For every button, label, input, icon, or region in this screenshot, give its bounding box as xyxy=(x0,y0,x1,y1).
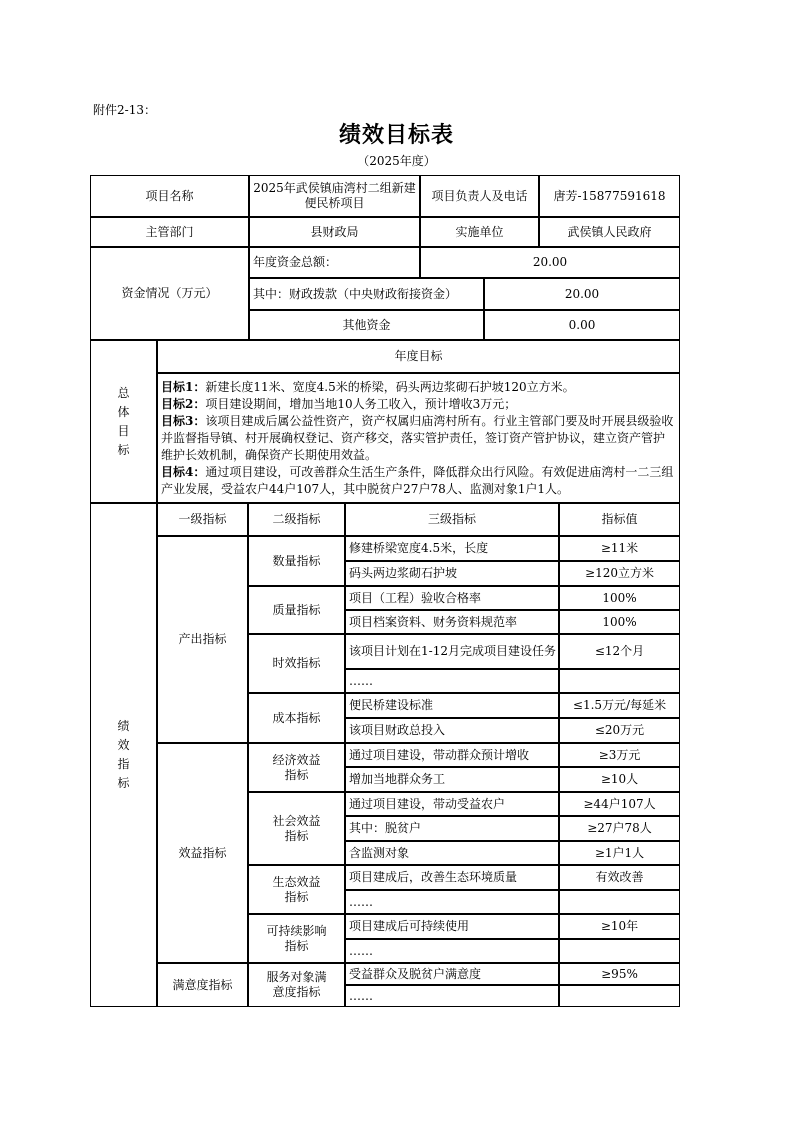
indicators-section-label: 绩效指标 xyxy=(90,503,157,1007)
goals-text xyxy=(157,373,680,503)
indicator-value: ≥11米 xyxy=(559,536,680,561)
goals-header: 年度目标 xyxy=(157,340,680,373)
page-title: 绩效目标表 xyxy=(338,122,454,148)
project-name-label: 项目名称 xyxy=(90,175,249,217)
funds-fiscal-value: 20.00 xyxy=(484,278,680,310)
indicator-name: 该项目计划在1-12月完成项目建设任务 xyxy=(345,634,559,669)
indicator-value: ≥1户1人 xyxy=(559,841,680,865)
funds-fiscal-label: 其中：财政拨款（中央财政衔接资金） xyxy=(249,278,484,310)
dept-label: 主管部门 xyxy=(90,217,249,247)
indicator-name: 其中：脱贫户 xyxy=(345,816,559,841)
header-level1: 一级指标 xyxy=(157,503,248,536)
indicator-value: ≥3万元 xyxy=(559,743,680,767)
year-label: （2025年度） xyxy=(357,154,436,168)
level2-satisfaction: 服务对象满意度指标 xyxy=(248,963,345,1007)
indicator-name: 项目档案资料、财务资料规范率 xyxy=(345,610,559,634)
contact-value: 唐芳-15877591618 xyxy=(539,175,680,217)
indicator-name: 该项目财政总投入 xyxy=(345,718,559,743)
indicator-value: ≥10年 xyxy=(559,914,680,939)
indicator-name: 受益群众及脱贫户满意度 xyxy=(345,963,559,985)
dept-value: 县财政局 xyxy=(249,217,420,247)
funds-total-label: 年度资金总额： xyxy=(249,247,420,278)
indicator-name: …… xyxy=(345,669,559,693)
indicator-name: 含监测对象 xyxy=(345,841,559,865)
indicator-value: ≥120立方米 xyxy=(559,561,680,586)
indicator-name: 便民桥建设标准 xyxy=(345,693,559,718)
indicator-value: ≥44户107人 xyxy=(559,792,680,816)
goal-2: 目标2：项目建设期间，增加当地10人务工收入，预计增收3万元； xyxy=(161,397,517,411)
indicator-value xyxy=(559,939,680,963)
indicator-value: 有效改善 xyxy=(559,865,680,890)
indicator-value xyxy=(559,890,680,914)
level2-social: 社会效益指标 xyxy=(248,792,345,865)
indicator-name: 通过项目建设，带动受益农户 xyxy=(345,792,559,816)
indicator-name: 项目（工程）验收合格率 xyxy=(345,586,559,610)
level2-ecological: 生态效益指标 xyxy=(248,865,345,914)
indicator-value: ≥95% xyxy=(559,963,680,985)
funds-other-label: 其他资金 xyxy=(249,310,484,340)
indicator-value xyxy=(559,669,680,693)
indicator-name: …… xyxy=(345,985,559,1007)
indicator-name: 通过项目建设，带动群众预计增收 xyxy=(345,743,559,767)
indicator-value: ≤1.5万元/每延米 xyxy=(559,693,680,718)
level2-timeliness: 时效指标 xyxy=(248,634,345,693)
indicator-name: 增加当地群众务工 xyxy=(345,767,559,792)
indicator-value: ≥10人 xyxy=(559,767,680,792)
header-level2: 二级指标 xyxy=(248,503,345,536)
header-value: 指标值 xyxy=(559,503,680,536)
impl-label: 实施单位 xyxy=(420,217,539,247)
attachment-label: 附件2-13： xyxy=(93,103,156,117)
level2-cost: 成本指标 xyxy=(248,693,345,743)
indicator-name: …… xyxy=(345,890,559,914)
indicator-name: 修建桥梁宽度4.5米，长度 xyxy=(345,536,559,561)
indicator-value: ≥27户78人 xyxy=(559,816,680,841)
level2-quality: 质量指标 xyxy=(248,586,345,634)
indicator-name: 项目建成后，改善生态环境质量 xyxy=(345,865,559,890)
goal-4: 目标4：通过项目建设，可改善群众生活生产条件，降低群众出行风险。有效促进庙湾村一二三组产业发展，受益农户44户107人，其中脱贫户27户78人、监测对象1户1人。 xyxy=(161,465,674,496)
indicator-value: 100% xyxy=(559,586,680,610)
level2-quantity: 数量指标 xyxy=(248,536,345,586)
indicator-value xyxy=(559,985,680,1007)
goal-1: 目标1：新建长度11米、宽度4.5米的桥梁，码头两边浆砌石护坡120立方米。 xyxy=(161,380,575,394)
impl-value: 武侯镇人民政府 xyxy=(539,217,680,247)
level1-benefit: 效益指标 xyxy=(157,743,248,963)
goals-section-label: 总体目标 xyxy=(90,340,157,503)
funds-total-value: 20.00 xyxy=(420,247,680,278)
indicator-name: 码头两边浆砌石护坡 xyxy=(345,561,559,586)
funds-label: 资金情况（万元） xyxy=(90,247,249,340)
level2-economic: 经济效益指标 xyxy=(248,743,345,792)
level1-satisfaction: 满意度指标 xyxy=(157,963,248,1007)
funds-other-value: 0.00 xyxy=(484,310,680,340)
indicator-name: 项目建成后可持续使用 xyxy=(345,914,559,939)
contact-label: 项目负责人及电话 xyxy=(420,175,539,217)
indicator-value: 100% xyxy=(559,610,680,634)
project-name-value: 2025年武侯镇庙湾村二组新建便民桥项目 xyxy=(249,175,420,217)
indicator-value: ≤20万元 xyxy=(559,718,680,743)
indicator-name: …… xyxy=(345,939,559,963)
level1-output: 产出指标 xyxy=(157,536,248,743)
goal-3: 目标3：该项目建成后属公益性资产，资产权属归庙湾村所有。行业主管部门要及时开展县级验收并监督指导镇、村开展确权登记、资产移交，落实管护责任，签订资产管护协议，建立资产管护维护长效机制，确保资产长期使用效益。 xyxy=(161,414,674,462)
header-level3: 三级指标 xyxy=(345,503,559,536)
level2-sustainability: 可持续影响指标 xyxy=(248,914,345,963)
indicator-value: ≤12个月 xyxy=(559,634,680,669)
